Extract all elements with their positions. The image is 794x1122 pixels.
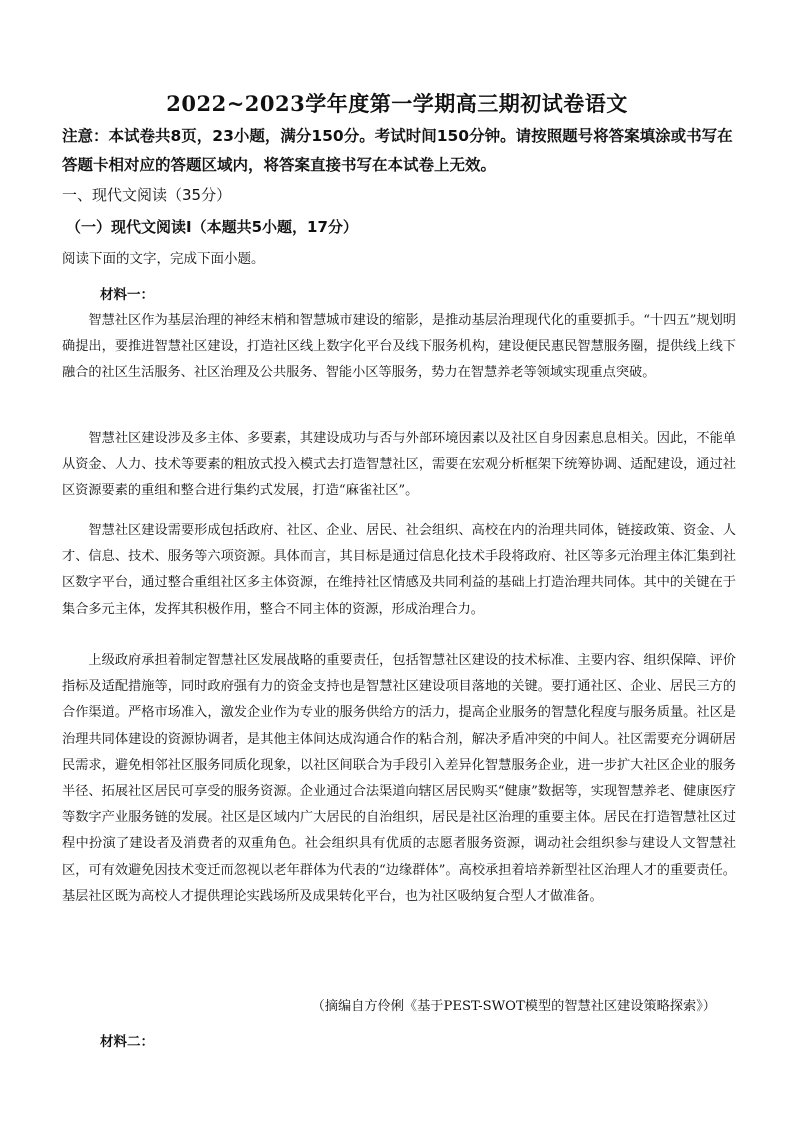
instruction-text: 阅读下面的文字，完成下面小题。 [62, 251, 265, 267]
paragraph: 智慧社区建设需要形成包括政府、社区、企业、居民、社会组织、高校在内的治理共同体，链接政策、资金、人才、信息、技术、服务等六项资源。具体而言，其目标是通过信息化技术手段将政府、社区等多元治理主体汇集到社区数字平台，通过整合重组社区多主体资源，在维持社区情感及共同利益的基础上打造治理共同体。其中的关键在于集合多元主体，发挥其积极作用，整合不同主体的资源，形成治理合力。 [62, 523, 736, 617]
exam-title: 2022~2023学年度第一学期高三期初试卷语文 [166, 91, 628, 116]
paragraph: 上级政府承担着制定智慧社区发展战略的重要责任，包括智慧社区建设的技术标准、主要内容、组织保障、评价指标及适配措施等，同时政府强有力的资金支持也是智慧社区建设项目落地的关键。要打通社区、企业、居民三方的合作渠道。严格市场准入，激发企业作为专业的服务供给方的活力，提高企业服务的智慧化程度与服务质量。社区是治理共同体建设的资源协调者，是其他主体间达成沟通合作的粘合剂，解决矛盾冲突的中间人。社区需要充分调研居民需求，避免相邻社区服务同质化现象，以社区间联合为手段引入差异化智慧服务企业，进一步扩大社区企业的服务半径、拓展社区居民可享受的服务资源。企业通过合法渠道向辖区居民购买“健康”数据等，实现智慧养老、健康医疗等数字产业服务链的发展。社区是区域内广大居民的自治组织，居民是社区治理的重要主体。居民在打造智慧社区过程中扮演了建设者及消费者的双重角色。社会组织具有优质的志愿者服务资源，调动社会组织参与建设人文智慧社区，可有效避免因技术变迁而忽视以老年群体为代表的“边缘群体”。高校承担着培养新型社区治理人才的重要责任。基层社区既为高校人才提供理论实践场所及成果转化平台，也为社区吸纳复合型人才做准备。 [62, 653, 736, 904]
subsection-heading: （一）现代文阅读Ⅰ（本题共5小题，17分） [66, 218, 358, 236]
section-heading: 一、现代文阅读（35分） [62, 186, 232, 204]
paragraph: 智慧社区建设涉及多主体、多要素，其建设成功与否与外部环境因素以及社区自身因素息息相关。因此，不能单从资金、人力、技术等要素的粗放式投入模式去打造智慧社区，需要在宏观分析框架下统筹协调、适配建设，通过社区资源要素的重组和整合进行集约式发展，打造“麻雀社区”。 [62, 431, 736, 499]
exam-notice: 注意：本试卷共8页，23小题，满分150分。考试时间150分钟。请按照题号将答案填涂或书写在答题卡相对应的答题区域内，将答案直接书写在本试卷上无效。 [62, 127, 733, 174]
material-two-label: 材料二： [100, 1034, 154, 1050]
paragraph: 智慧社区作为基层治理的神经末梢和智慧城市建设的缩影，是推动基层治理现代化的重要抓手。“十四五”规划明确提出，要推进智慧社区建设，打造社区线上数字化平台及线下服务机构，建设便民惠民智慧服务圈，提供线上线下融合的社区生活服务、社区治理及公共服务、智能小区等服务，势力在智慧养老等领域实现重点突破。 [62, 313, 736, 381]
source-citation: （摘编自方伶俐《基于PEST-SWOT模型的智慧社区建设策略探索》） [311, 999, 716, 1014]
material-one-label: 材料一： [100, 287, 154, 303]
